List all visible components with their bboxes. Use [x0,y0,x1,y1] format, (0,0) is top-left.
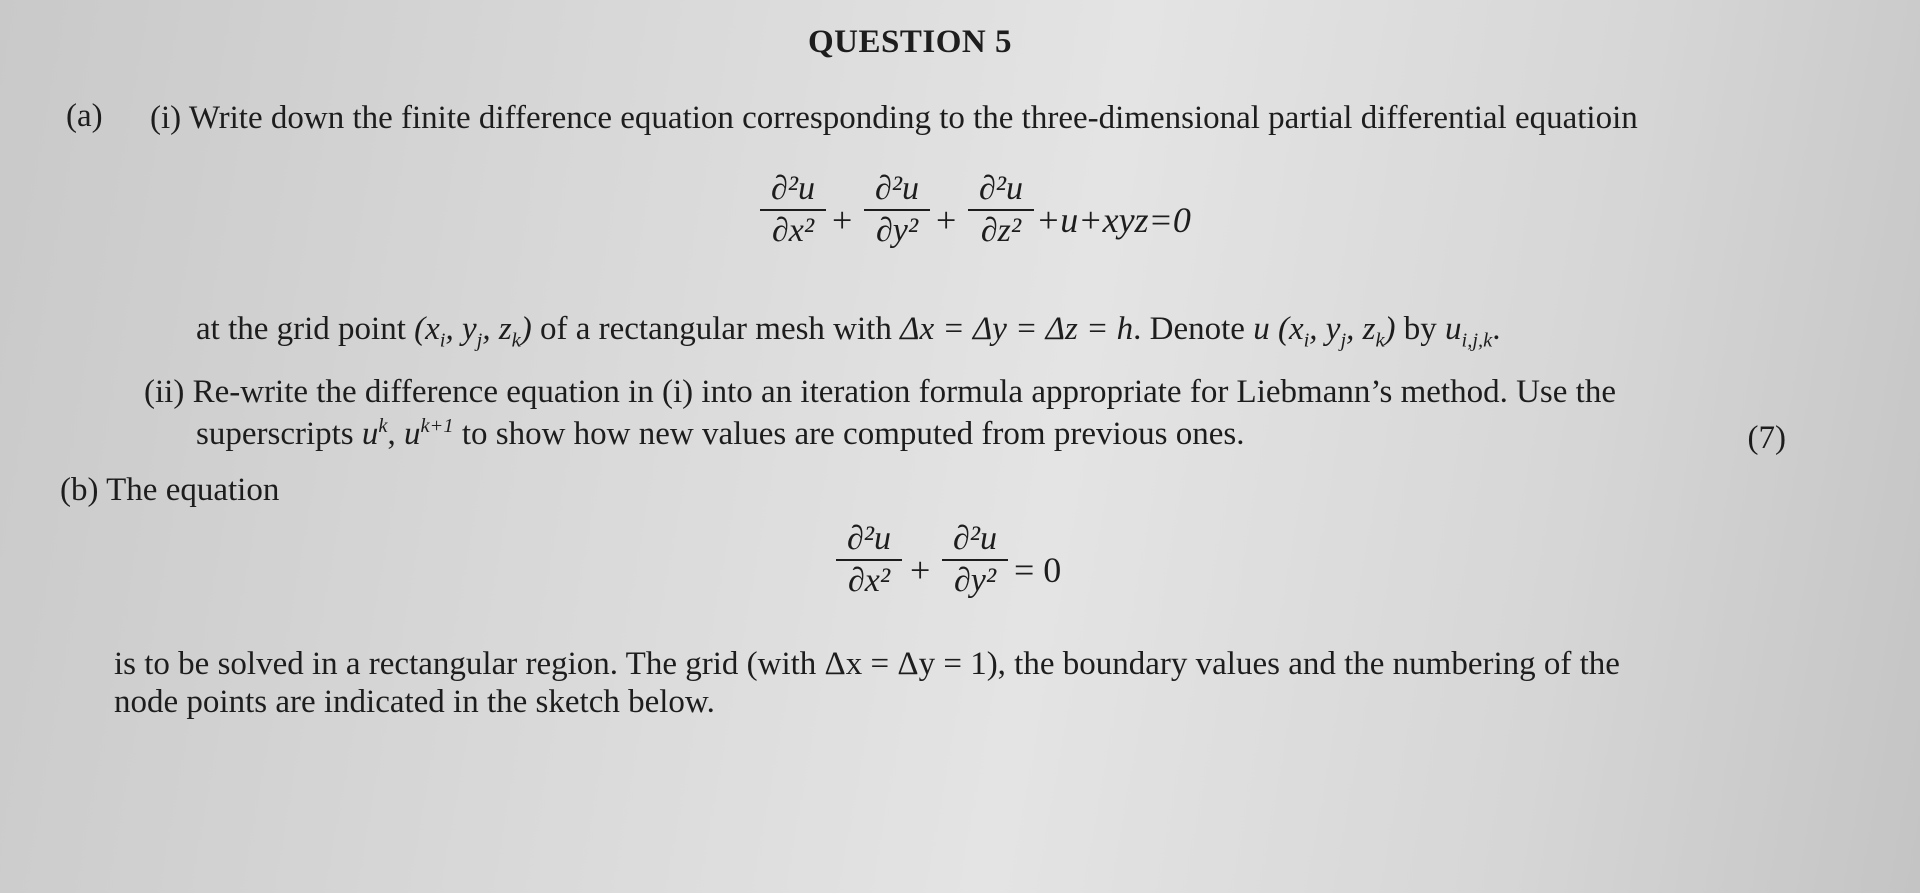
part-a-label: (a) [66,98,103,134]
grid-point-line [196,309,1501,352]
pde-term-z [968,170,1034,250]
mesh-text: of a rectangular mesh with [531,311,901,347]
part-a-ii-line1 [144,372,1616,412]
period: . [1492,311,1501,347]
question-title: QUESTION 5 [808,24,1012,60]
part-a-ii-label: (ii) [144,374,185,410]
pde-term-x-numerator: ∂²u [771,170,815,207]
pde-term-y-numerator: ∂²u [875,170,919,207]
comma: , [387,416,404,452]
pde-tail: +u+xyz=0 [1036,200,1191,240]
part-a-ii-line2 [196,414,1244,454]
mesh-spacing-expression: Δx = Δy = Δz = h [900,311,1134,347]
u-k-symbol: $u^k$ [361,415,388,452]
marks-label: (7) [1747,420,1786,456]
fraction-bar [968,209,1034,211]
new-values-text: to show how new values are computed from previous ones. [453,416,1245,452]
u-k1-symbol: $u^{k+1}$ [403,415,454,452]
fraction-bar [760,209,826,211]
pde-term-y [864,170,930,250]
plus-sign: + [936,200,957,240]
part-b-text-line2: node points are indicated in the sketch below. [114,684,715,720]
denote-text: . Denote [1133,311,1254,347]
part-a-i-text [150,98,1638,138]
u-ijk-symbol: $u_{i,j,k}$ [1445,311,1493,352]
part-a-i-label: (i) [150,100,182,136]
superscripts-text: superscripts [196,416,362,452]
plus-sign: + [832,200,853,240]
laplace-term-y [942,520,1008,600]
pde-term-x [760,170,826,250]
pde-term-z-numerator: ∂²u [979,170,1023,207]
part-b-intro: The equation [106,472,280,508]
part-b-line [60,470,279,510]
part-b-label: (b) [60,472,99,508]
part-b-text-line1: is to be solved in a rectangular region. The grid (with Δx = Δy = 1), the boundary values and the numbering of the [114,646,1620,682]
pde-term-z-denominator: ∂z² [980,212,1022,249]
laplace-term-x [836,520,902,600]
pde-term-x-denominator: ∂x² [771,212,815,249]
fraction-bar [942,559,1008,561]
by-text: by [1395,311,1446,347]
denote-expression: u ($x_i$, $y_j$, $z_k$) [1253,311,1396,352]
laplace-term-x-numerator: ∂²u [847,520,891,557]
plus-sign: + [910,550,931,590]
fraction-bar [836,559,902,561]
part-a-ii-statement: Re-write the difference equation in (i) into an iteration formula appropriate for Liebmann’s method. Use the [192,374,1616,410]
laplace-term-y-denominator: ∂y² [953,562,997,599]
part-a-i-statement: Write down the finite difference equation corresponding to the three-dimensional partial differential equatioin [188,100,1638,136]
laplace-term-y-numerator: ∂²u [953,520,997,557]
grid-point-expression: ($x_i$, $y_j$, $z_k$) [414,311,532,352]
pde-term-y-denominator: ∂y² [875,212,919,249]
fraction-bar [864,209,930,211]
laplace-term-x-denominator: ∂x² [847,562,891,599]
laplace-tail: = 0 [1014,550,1062,590]
grid-point-text: at the grid point [196,311,415,347]
